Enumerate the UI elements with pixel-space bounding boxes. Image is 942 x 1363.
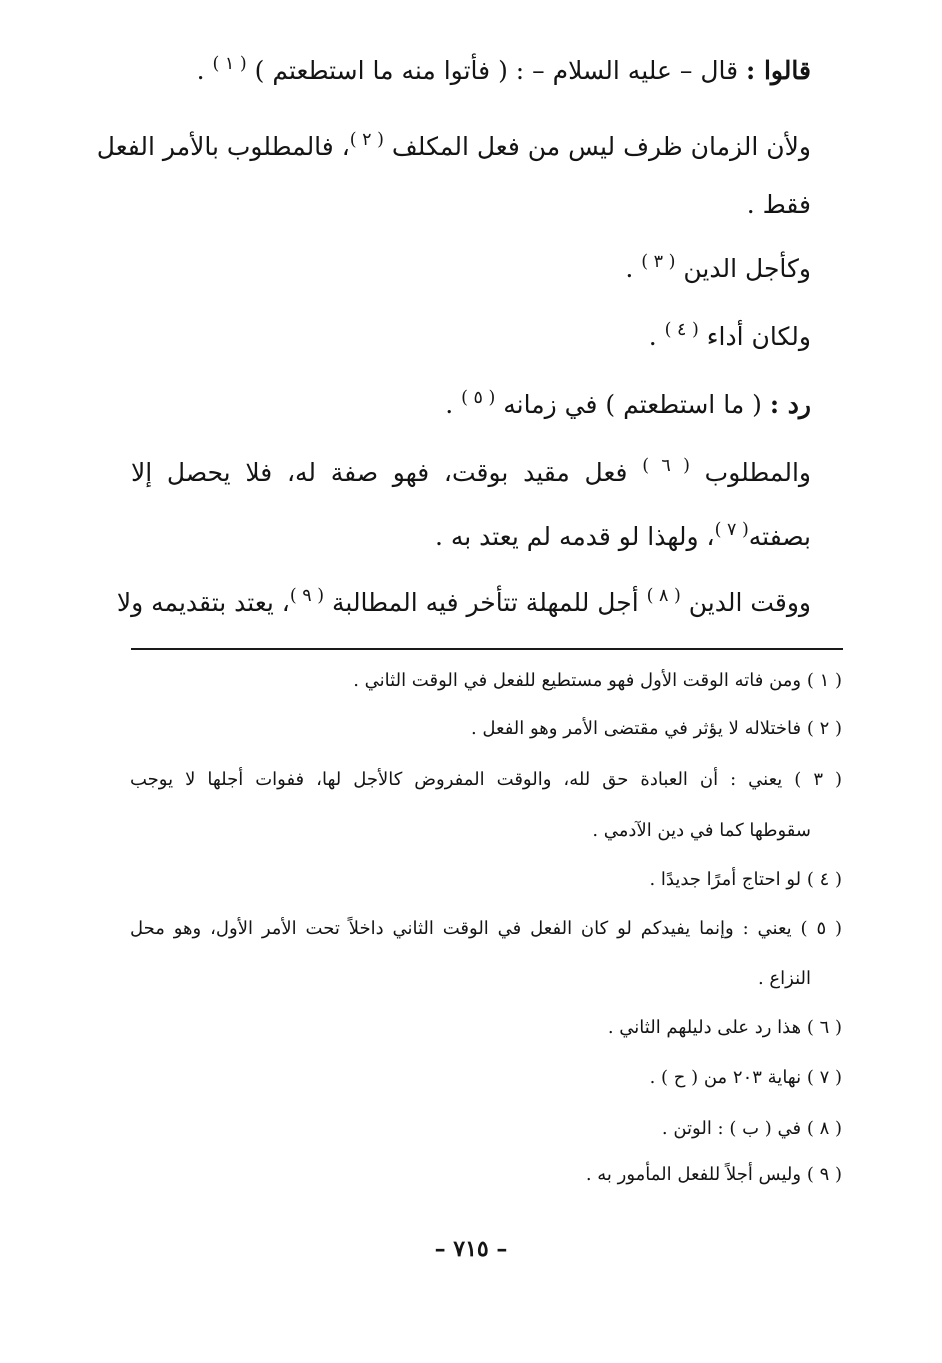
footnote-5-line-1: ( ٥ ) يعني : وإنما يفيدكم لو كان الفعل في الوقت الثاني داخلاً تحت الأمر الأول، وهو محل xyxy=(130,918,843,939)
footnote-ref-7: ( ٧ ) xyxy=(714,520,749,541)
body-text: ، فالمطلوب بالأمر الفعل xyxy=(96,132,350,161)
body-text: . xyxy=(445,390,462,419)
body-line-4 xyxy=(131,254,811,283)
body-text: فقط . xyxy=(746,190,811,219)
body-line-1 xyxy=(131,56,811,85)
body-text: . xyxy=(196,56,213,85)
body-text: والمطلوب xyxy=(689,458,811,487)
body-line-9 xyxy=(116,586,811,617)
body-line-3 xyxy=(131,190,811,219)
body-text: ولأن الزمان ظرف ليس من فعل المكلف xyxy=(383,132,811,161)
footnote-1: ( ١ ) ومن فاته الوقت الأول فهو مستطيع للفعل في الوقت الثاني . xyxy=(353,670,842,691)
body-line-6 xyxy=(131,390,811,419)
footnote-separator xyxy=(131,648,843,650)
label-qalu: قالوا : xyxy=(746,56,811,85)
body-text: . xyxy=(648,322,665,351)
footnote-ref-9: ( ٩ ) xyxy=(289,586,325,607)
footnote-ref-2: ( ٢ ) xyxy=(349,130,384,151)
footnote-7: ( ٧ ) نهاية ٢٠٣ من ( ح ) . xyxy=(649,1067,842,1088)
footnote-3-line-2: سقوطها كما في دين الآدمي . xyxy=(592,820,811,841)
body-text: وكأجل الدين xyxy=(675,254,811,283)
body-text: ( ما استطعتم ) في زمانه xyxy=(495,390,770,419)
footnote-ref-4: ( ٤ ) xyxy=(664,320,699,341)
body-line-5 xyxy=(131,322,811,351)
body-text: . xyxy=(625,254,642,283)
body-text: ولكان أداء xyxy=(698,322,811,351)
body-text: ووقت الدين xyxy=(680,588,811,617)
body-line-2 xyxy=(96,130,811,161)
footnote-9: ( ٩ ) وليس أجلاً للفعل المأمور به . xyxy=(585,1164,842,1185)
footnote-6: ( ٦ ) هذا رد على دليلهم الثاني . xyxy=(607,1017,842,1038)
body-text: فعل مقيد بوقت، فهو صفة له، فلا يحصل إلا xyxy=(131,458,643,487)
footnote-4: ( ٤ ) لو احتاج أمرًا جديدًا . xyxy=(649,869,842,890)
footnote-ref-6: ( ٦ ) xyxy=(642,456,690,477)
footnote-5-line-2: النزاع . xyxy=(757,968,811,989)
footnote-ref-5: ( ٥ ) xyxy=(461,388,496,409)
body-text: قال – عليه السلام – : ( فأتوا منه ما استطعتم ) xyxy=(246,56,747,85)
body-text: أجل للمهلة تتأخر فيه المطالبة xyxy=(324,588,647,617)
body-line-8 xyxy=(131,522,811,551)
body-line-7 xyxy=(131,458,811,487)
footnote-2: ( ٢ ) فاختلاله لا يؤثر في مقتضى الأمر وهو الفعل . xyxy=(470,718,842,739)
footnote-3-line-1: ( ٣ ) يعني : أن العبادة حق لله، والوقت المفروض كالأجل لها، ففوات أجلها لا يوجب xyxy=(130,769,842,790)
page-number: – ٧١٥ – xyxy=(434,1236,508,1262)
footnote-8: ( ٨ ) في ( ب ) : الوتن . xyxy=(661,1118,842,1139)
body-text: ، ولهذا لو قدمه لم يعتد به . xyxy=(434,522,715,551)
footnote-ref-3: ( ٣ ) xyxy=(641,252,676,273)
body-text: بصفته xyxy=(748,522,811,551)
body-text: ، يعتد بتقديمه ولا xyxy=(116,588,290,617)
footnote-ref-1: ( ١ ) xyxy=(212,54,247,75)
footnote-ref-8: ( ٨ ) xyxy=(646,586,681,607)
label-radd: رد : xyxy=(769,390,811,419)
